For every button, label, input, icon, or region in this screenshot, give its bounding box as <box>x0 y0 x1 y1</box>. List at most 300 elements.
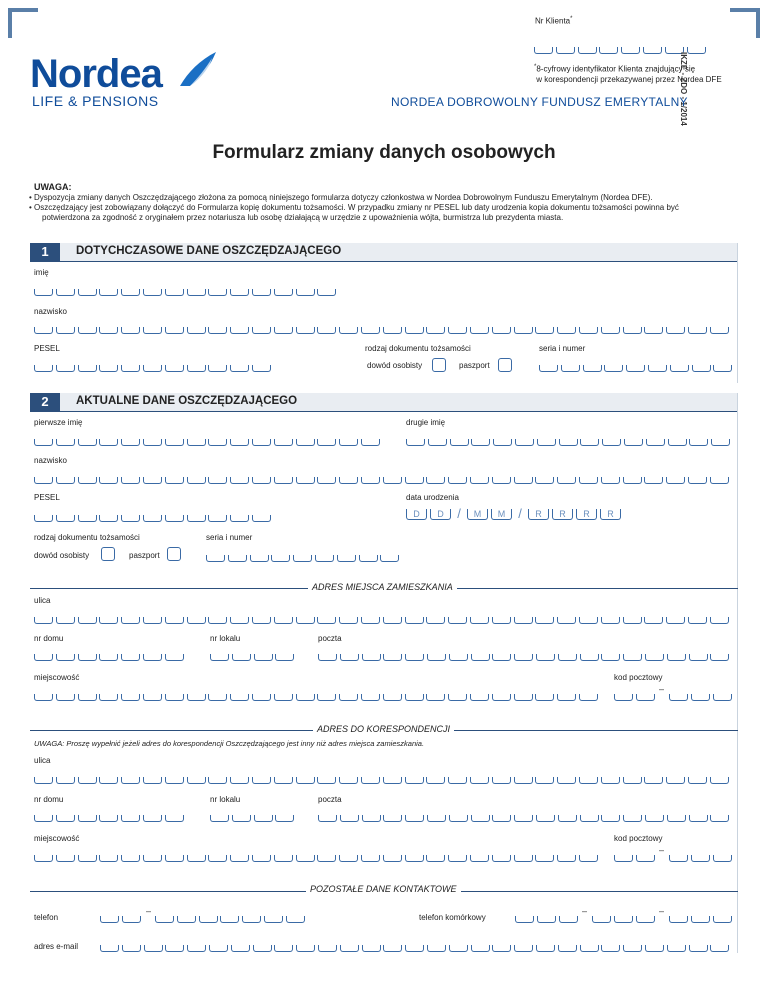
char-cell[interactable] <box>274 945 293 952</box>
char-cell[interactable] <box>361 777 380 784</box>
street-field[interactable] <box>34 617 732 626</box>
char-cell[interactable] <box>449 945 468 952</box>
char-cell[interactable] <box>143 439 162 446</box>
char-cell[interactable] <box>557 694 576 701</box>
char-cell[interactable] <box>535 855 554 862</box>
char-cell[interactable] <box>492 477 511 484</box>
char-cell[interactable] <box>448 694 467 701</box>
mobile-part-2[interactable] <box>592 916 657 925</box>
char-cell[interactable] <box>492 327 511 334</box>
char-cell[interactable] <box>448 855 467 862</box>
char-cell[interactable] <box>78 694 97 701</box>
phone-number-field[interactable] <box>155 916 308 925</box>
char-cell[interactable] <box>623 654 642 661</box>
char-cell[interactable] <box>220 916 239 923</box>
s2-surname-field[interactable] <box>34 477 732 486</box>
char-cell[interactable] <box>34 815 53 822</box>
char-cell[interactable] <box>144 945 163 952</box>
char-cell[interactable] <box>515 439 534 446</box>
char-cell[interactable] <box>165 289 184 296</box>
char-cell[interactable] <box>56 477 75 484</box>
mobile-part-1[interactable] <box>515 916 580 925</box>
char-cell[interactable] <box>230 777 249 784</box>
char-cell[interactable] <box>121 855 140 862</box>
char-cell[interactable] <box>56 439 75 446</box>
char-cell[interactable] <box>274 777 293 784</box>
char-cell[interactable] <box>99 439 118 446</box>
char-cell[interactable] <box>492 777 511 784</box>
char-cell[interactable] <box>666 477 685 484</box>
char-cell[interactable] <box>34 477 53 484</box>
char-cell[interactable] <box>254 815 273 822</box>
char-cell[interactable] <box>296 945 315 952</box>
char-cell[interactable] <box>208 477 227 484</box>
char-cell[interactable] <box>187 945 206 952</box>
char-cell[interactable] <box>78 815 97 822</box>
char-cell[interactable] <box>514 654 533 661</box>
char-cell[interactable] <box>208 617 227 624</box>
char-cell[interactable] <box>614 694 633 701</box>
char-cell[interactable] <box>317 694 336 701</box>
char-cell[interactable] <box>362 654 381 661</box>
char-cell[interactable] <box>688 477 707 484</box>
char-cell[interactable] <box>361 327 380 334</box>
char-cell[interactable] <box>426 617 445 624</box>
char-cell[interactable] <box>688 777 707 784</box>
char-cell[interactable] <box>78 477 97 484</box>
char-cell[interactable] <box>383 654 402 661</box>
char-cell[interactable] <box>274 327 293 334</box>
s2-pesel-field[interactable] <box>34 515 274 524</box>
char-cell[interactable] <box>688 327 707 334</box>
char-cell[interactable] <box>230 439 249 446</box>
char-cell[interactable] <box>99 515 118 522</box>
char-cell[interactable] <box>689 654 708 661</box>
char-cell[interactable] <box>252 289 271 296</box>
char-cell[interactable] <box>559 439 578 446</box>
char-cell[interactable] <box>339 477 358 484</box>
char-cell[interactable] <box>78 777 97 784</box>
char-cell[interactable] <box>230 477 249 484</box>
char-cell[interactable] <box>339 327 358 334</box>
char-cell[interactable] <box>623 815 642 822</box>
char-cell[interactable] <box>187 327 206 334</box>
char-cell[interactable] <box>99 477 118 484</box>
char-cell[interactable] <box>121 327 140 334</box>
city-field[interactable] <box>34 694 601 703</box>
char-cell[interactable] <box>78 365 97 372</box>
char-cell[interactable] <box>405 815 424 822</box>
char-cell[interactable] <box>165 654 184 661</box>
char-cell[interactable] <box>56 515 75 522</box>
char-cell[interactable] <box>579 777 598 784</box>
char-cell[interactable] <box>623 777 642 784</box>
char-cell[interactable] <box>383 945 402 952</box>
char-cell[interactable] <box>206 555 225 562</box>
char-cell[interactable] <box>668 439 687 446</box>
char-cell[interactable] <box>253 945 272 952</box>
corr-zip-part-2[interactable] <box>669 855 734 864</box>
char-cell[interactable] <box>713 694 732 701</box>
char-cell[interactable] <box>599 47 618 54</box>
char-cell[interactable] <box>34 289 53 296</box>
char-cell[interactable] <box>514 815 533 822</box>
char-cell[interactable] <box>56 365 75 372</box>
char-cell[interactable] <box>383 694 402 701</box>
char-cell[interactable] <box>121 515 140 522</box>
char-cell[interactable] <box>34 654 53 661</box>
char-cell[interactable] <box>558 654 577 661</box>
char-cell[interactable] <box>208 694 227 701</box>
char-cell[interactable] <box>535 327 554 334</box>
char-cell[interactable] <box>143 327 162 334</box>
char-cell[interactable] <box>34 855 53 862</box>
char-cell[interactable] <box>601 777 620 784</box>
char-cell[interactable] <box>514 477 533 484</box>
char-cell[interactable] <box>165 855 184 862</box>
char-cell[interactable] <box>614 916 633 923</box>
char-cell[interactable] <box>99 777 118 784</box>
char-cell[interactable] <box>208 289 227 296</box>
char-cell[interactable] <box>536 945 555 952</box>
char-cell[interactable] <box>121 694 140 701</box>
char-cell[interactable] <box>493 439 512 446</box>
char-cell[interactable] <box>296 289 315 296</box>
char-cell[interactable] <box>713 365 732 372</box>
char-cell[interactable] <box>604 365 623 372</box>
char-cell[interactable] <box>580 945 599 952</box>
char-cell[interactable] <box>165 617 184 624</box>
char-cell[interactable] <box>121 477 140 484</box>
char-cell[interactable] <box>623 945 642 952</box>
char-cell[interactable] <box>601 945 620 952</box>
char-cell[interactable] <box>580 815 599 822</box>
char-cell[interactable] <box>339 694 358 701</box>
char-cell[interactable] <box>601 327 620 334</box>
char-cell[interactable] <box>492 654 511 661</box>
char-cell[interactable] <box>514 327 533 334</box>
char-cell[interactable] <box>535 694 554 701</box>
char-cell[interactable] <box>208 855 227 862</box>
char-cell[interactable] <box>601 654 620 661</box>
char-cell[interactable] <box>275 654 294 661</box>
char-cell[interactable] <box>232 654 251 661</box>
zip-part-2[interactable] <box>669 694 734 703</box>
char-cell[interactable] <box>534 47 553 54</box>
char-cell[interactable] <box>426 327 445 334</box>
s2-id-card-checkbox[interactable] <box>101 547 115 561</box>
char-cell[interactable] <box>691 916 710 923</box>
char-cell[interactable] <box>252 365 271 372</box>
char-cell[interactable] <box>187 515 206 522</box>
char-cell[interactable] <box>667 654 686 661</box>
char-cell[interactable] <box>34 365 53 372</box>
char-cell[interactable] <box>78 855 97 862</box>
char-cell[interactable] <box>405 617 424 624</box>
char-cell[interactable] <box>78 439 97 446</box>
char-cell[interactable] <box>187 477 206 484</box>
char-cell[interactable] <box>383 777 402 784</box>
char-cell[interactable] <box>230 515 249 522</box>
char-cell[interactable] <box>666 777 685 784</box>
char-cell[interactable] <box>687 47 706 54</box>
char-cell[interactable] <box>165 777 184 784</box>
char-cell[interactable] <box>242 916 261 923</box>
char-cell[interactable] <box>580 439 599 446</box>
char-cell[interactable] <box>405 327 424 334</box>
char-cell[interactable] <box>710 477 729 484</box>
char-cell[interactable] <box>692 365 711 372</box>
char-cell[interactable] <box>286 916 305 923</box>
char-cell[interactable] <box>99 815 118 822</box>
char-cell[interactable] <box>339 777 358 784</box>
char-cell[interactable] <box>143 855 162 862</box>
char-cell[interactable] <box>56 815 75 822</box>
char-cell[interactable] <box>34 515 53 522</box>
house-field[interactable] <box>34 654 187 663</box>
char-cell[interactable] <box>471 945 490 952</box>
char-cell[interactable] <box>623 477 642 484</box>
char-cell[interactable] <box>230 365 249 372</box>
char-cell[interactable] <box>361 439 380 446</box>
char-cell[interactable] <box>339 855 358 862</box>
char-cell[interactable] <box>252 327 271 334</box>
char-cell[interactable] <box>340 654 359 661</box>
char-cell[interactable] <box>122 916 141 923</box>
char-cell[interactable] <box>514 694 533 701</box>
char-cell[interactable] <box>644 617 663 624</box>
char-cell[interactable] <box>449 654 468 661</box>
char-cell[interactable] <box>537 439 556 446</box>
mobile-part-3[interactable] <box>669 916 734 925</box>
char-cell[interactable] <box>121 815 140 822</box>
char-cell[interactable] <box>78 654 97 661</box>
char-cell[interactable] <box>535 777 554 784</box>
char-cell[interactable] <box>535 617 554 624</box>
corr-city-field[interactable] <box>34 855 601 864</box>
char-cell[interactable] <box>713 916 732 923</box>
char-cell[interactable] <box>492 617 511 624</box>
char-cell[interactable] <box>208 515 227 522</box>
char-cell[interactable] <box>165 815 184 822</box>
char-cell[interactable] <box>471 439 490 446</box>
char-cell[interactable] <box>252 694 271 701</box>
char-cell[interactable] <box>252 855 271 862</box>
char-cell[interactable] <box>56 777 75 784</box>
s2-first-name-field[interactable] <box>34 439 383 448</box>
char-cell[interactable] <box>492 945 511 952</box>
char-cell[interactable] <box>361 477 380 484</box>
char-cell[interactable] <box>648 365 667 372</box>
char-cell[interactable] <box>143 654 162 661</box>
char-cell[interactable] <box>210 815 229 822</box>
char-cell[interactable] <box>448 617 467 624</box>
char-cell[interactable] <box>470 777 489 784</box>
char-cell[interactable] <box>232 815 251 822</box>
char-cell[interactable] <box>34 439 53 446</box>
char-cell[interactable] <box>187 289 206 296</box>
char-cell[interactable] <box>34 327 53 334</box>
char-cell[interactable] <box>601 477 620 484</box>
char-cell[interactable] <box>210 654 229 661</box>
char-cell[interactable] <box>296 855 315 862</box>
char-cell[interactable] <box>623 617 642 624</box>
char-cell[interactable] <box>428 439 447 446</box>
char-cell[interactable] <box>645 945 664 952</box>
char-cell[interactable] <box>644 327 663 334</box>
char-cell[interactable] <box>448 327 467 334</box>
char-cell[interactable] <box>121 654 140 661</box>
char-cell[interactable] <box>711 439 730 446</box>
char-cell[interactable] <box>187 617 206 624</box>
char-cell[interactable] <box>165 515 184 522</box>
char-cell[interactable] <box>623 327 642 334</box>
char-cell[interactable] <box>187 365 206 372</box>
char-cell[interactable] <box>99 617 118 624</box>
char-cell[interactable] <box>426 694 445 701</box>
char-cell[interactable] <box>578 47 597 54</box>
char-cell[interactable] <box>558 945 577 952</box>
char-cell[interactable] <box>427 654 446 661</box>
char-cell[interactable] <box>317 327 336 334</box>
char-cell[interactable] <box>361 855 380 862</box>
char-cell[interactable] <box>56 327 75 334</box>
char-cell[interactable] <box>143 515 162 522</box>
zip-part-1[interactable] <box>614 694 658 703</box>
char-cell[interactable] <box>710 777 729 784</box>
char-cell[interactable] <box>121 365 140 372</box>
char-cell[interactable] <box>492 815 511 822</box>
char-cell[interactable] <box>537 916 556 923</box>
char-cell[interactable] <box>208 439 227 446</box>
char-cell[interactable] <box>691 694 710 701</box>
char-cell[interactable] <box>688 617 707 624</box>
char-cell[interactable] <box>296 777 315 784</box>
char-cell[interactable] <box>187 694 206 701</box>
char-cell[interactable] <box>644 777 663 784</box>
char-cell[interactable] <box>99 855 118 862</box>
char-cell[interactable] <box>274 289 293 296</box>
char-cell[interactable] <box>254 654 273 661</box>
char-cell[interactable] <box>230 289 249 296</box>
char-cell[interactable] <box>470 855 489 862</box>
char-cell[interactable] <box>318 945 337 952</box>
char-cell[interactable] <box>383 617 402 624</box>
char-cell[interactable] <box>557 617 576 624</box>
s1-first-name-field[interactable] <box>34 289 339 298</box>
char-cell[interactable] <box>557 327 576 334</box>
char-cell[interactable] <box>710 327 729 334</box>
char-cell[interactable] <box>710 654 729 661</box>
char-cell[interactable] <box>636 694 655 701</box>
char-cell[interactable] <box>713 855 732 862</box>
char-cell[interactable] <box>121 289 140 296</box>
char-cell[interactable] <box>405 777 424 784</box>
char-cell[interactable] <box>208 777 227 784</box>
char-cell[interactable] <box>143 365 162 372</box>
s2-dob-field[interactable]: D D / M M / R R R R <box>406 509 621 520</box>
char-cell[interactable] <box>645 815 664 822</box>
email-field[interactable] <box>100 945 732 954</box>
char-cell[interactable] <box>710 815 729 822</box>
char-cell[interactable] <box>143 815 162 822</box>
char-cell[interactable] <box>315 555 334 562</box>
char-cell[interactable] <box>601 617 620 624</box>
char-cell[interactable] <box>636 855 655 862</box>
char-cell[interactable] <box>579 855 598 862</box>
char-cell[interactable] <box>557 477 576 484</box>
char-cell[interactable] <box>515 916 534 923</box>
char-cell[interactable] <box>318 654 337 661</box>
char-cell[interactable] <box>359 555 378 562</box>
char-cell[interactable] <box>99 327 118 334</box>
char-cell[interactable] <box>689 815 708 822</box>
char-cell[interactable] <box>121 777 140 784</box>
char-cell[interactable] <box>339 617 358 624</box>
char-cell[interactable] <box>470 477 489 484</box>
char-cell[interactable] <box>621 47 640 54</box>
char-cell[interactable] <box>165 477 184 484</box>
corr-post-field[interactable] <box>318 815 732 824</box>
s1-series-field[interactable] <box>539 365 735 374</box>
char-cell[interactable] <box>121 617 140 624</box>
char-cell[interactable] <box>317 289 336 296</box>
char-cell[interactable] <box>670 365 689 372</box>
char-cell[interactable] <box>228 555 247 562</box>
char-cell[interactable] <box>514 945 533 952</box>
char-cell[interactable] <box>689 945 708 952</box>
char-cell[interactable] <box>143 289 162 296</box>
char-cell[interactable] <box>592 916 611 923</box>
char-cell[interactable] <box>450 439 469 446</box>
char-cell[interactable] <box>689 439 708 446</box>
phone-prefix-field[interactable] <box>100 916 144 925</box>
char-cell[interactable] <box>645 654 664 661</box>
char-cell[interactable] <box>337 555 356 562</box>
char-cell[interactable] <box>710 617 729 624</box>
flat-field[interactable] <box>210 654 297 663</box>
char-cell[interactable] <box>177 916 196 923</box>
char-cell[interactable] <box>155 916 174 923</box>
char-cell[interactable] <box>667 945 686 952</box>
char-cell[interactable] <box>296 617 315 624</box>
char-cell[interactable] <box>56 654 75 661</box>
char-cell[interactable] <box>471 654 490 661</box>
char-cell[interactable] <box>579 617 598 624</box>
char-cell[interactable] <box>405 694 424 701</box>
char-cell[interactable] <box>601 815 620 822</box>
char-cell[interactable] <box>99 694 118 701</box>
char-cell[interactable] <box>557 777 576 784</box>
char-cell[interactable] <box>252 477 271 484</box>
char-cell[interactable] <box>470 327 489 334</box>
corr-street-field[interactable] <box>34 777 732 786</box>
char-cell[interactable] <box>383 477 402 484</box>
char-cell[interactable] <box>427 945 446 952</box>
char-cell[interactable] <box>99 365 118 372</box>
char-cell[interactable] <box>250 555 269 562</box>
char-cell[interactable] <box>644 477 663 484</box>
char-cell[interactable] <box>230 617 249 624</box>
char-cell[interactable] <box>56 289 75 296</box>
char-cell[interactable] <box>361 694 380 701</box>
corr-zip-part-1[interactable] <box>614 855 658 864</box>
char-cell[interactable] <box>470 617 489 624</box>
char-cell[interactable] <box>559 916 578 923</box>
s2-passport-checkbox[interactable] <box>167 547 181 561</box>
char-cell[interactable] <box>208 327 227 334</box>
char-cell[interactable] <box>405 945 424 952</box>
